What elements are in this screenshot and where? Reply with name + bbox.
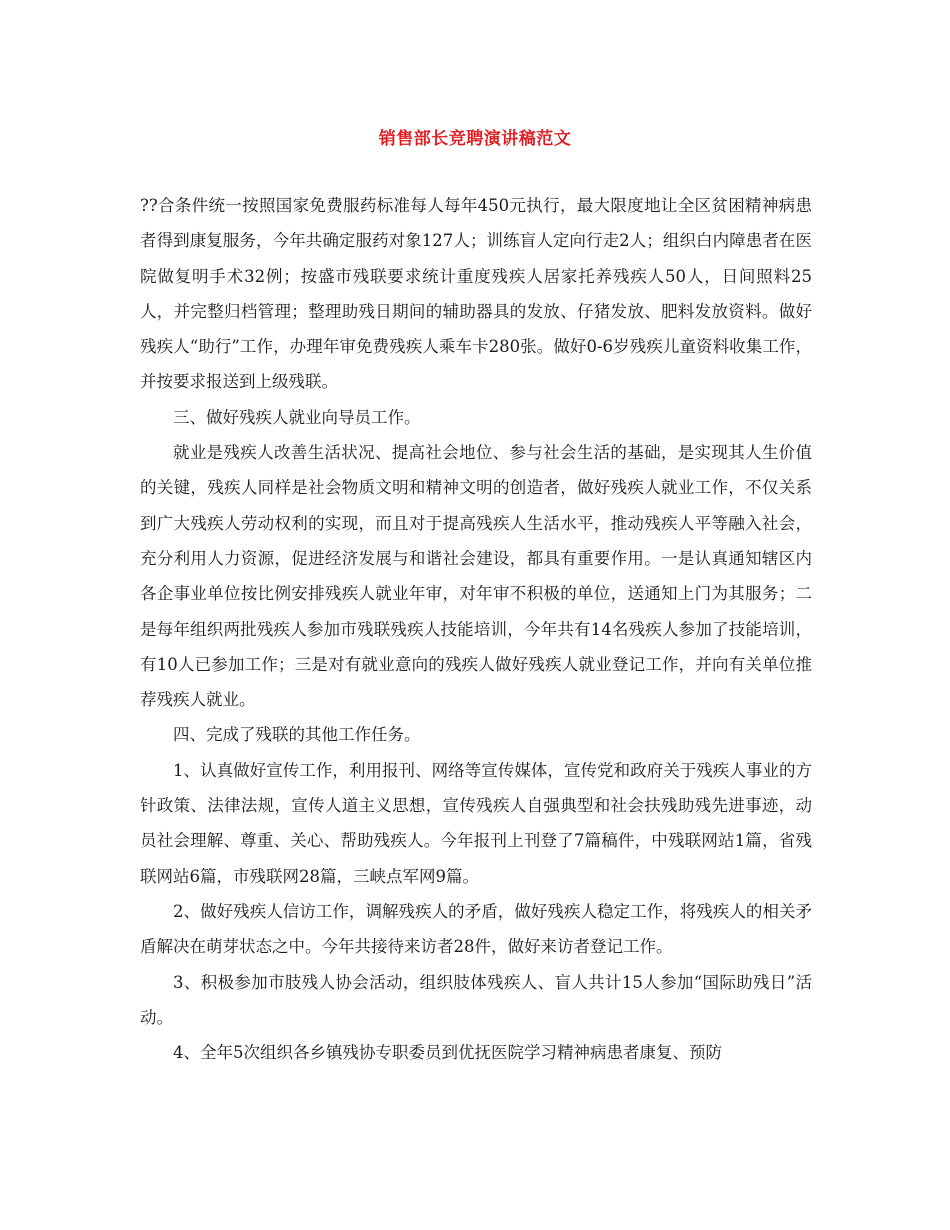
section-heading: 四、完成了残联的其他工作任务。 — [173, 725, 421, 745]
section-heading: 三、做好残疾人就业向导员工作。 — [173, 407, 421, 427]
paragraph: 就业是残疾人改善生活状况、提高社会地位、参与社会生活的基础，是实现其人生价值的关键，残疾人同样是社会物质文明和精神文明的创造者，做好残疾人就业工作，不仅关系到广大残疾人劳动权利的实现，而且对于提高残疾人生活水平，推动残疾人平等融入社会，充分利用人力资源，促进经济发展与和谐社会建设，都具有重要作用。一是认真通知辖区内各企事业单位按比例安排残疾人就业年审，对年审不积极的单位，送通知上门为其服务；二是每年组织两批残疾人参加市残联残疾人技能培训，今年共有14名残疾人参加了技能培训，有10人已参加工作；三是对有就业意向的残疾人做好残疾人就业登记工作，并向有关单位推荐残疾人就业。 — [140, 443, 812, 710]
paragraph: ??合条件统一按照国家免费服药标准每人每年450元执行，最大限度地让全区贫困精神病患者得到康复服务，今年共确定服药对象127人；训练盲人定向行走2人；组织白内障患者在医院做复明手术32例；按盛市残联要求统计重度残疾人居家托养残疾人50人，日间照料25人，并完整归档管理；整理助残日期间的辅助器具的发放、仔猪发放、肥料发放资料。做好残疾人“助行”工作，办理年审免费残疾人乘车卡280张。做好0-6岁残疾儿童资料收集工作，并按要求报送到上级残联。 — [140, 196, 812, 392]
paragraph: 2、做好残疾人信访工作，调解残疾人的矛盾，做好残疾人稳定工作，将残疾人的相关矛盾解决在萌芽状态之中。今年共接待来访者28件，做好来访者登记工作。 — [140, 901, 812, 957]
paragraph: 1、认真做好宣传工作，利用报刊、网络等宣传媒体，宣传党和政府关于残疾人事业的方针政策、法律法规，宣传人道主义思想，宣传残疾人自强典型和社会扶残助残先进事迹，动员社会理解、尊重、关心、帮助残疾人。今年报刊上刊登了7篇稿件，中残联网站1篇，省残联网站6篇，市残联网28篇，三峡点军网9篇。 — [140, 760, 812, 886]
document-title: 销售部长竞聘演讲稿范文 — [378, 129, 572, 149]
paragraph: 3、积极参加市肢残人协会活动，组织肢体残疾人、盲人共计15人参加“国际助残日”活动。 — [140, 972, 812, 1027]
paragraph: 4、全年5次组织各乡镇残协专职委员到优抚医院学习精神病患者康复、预防 — [173, 1043, 722, 1063]
document-body — [140, 188, 812, 1070]
